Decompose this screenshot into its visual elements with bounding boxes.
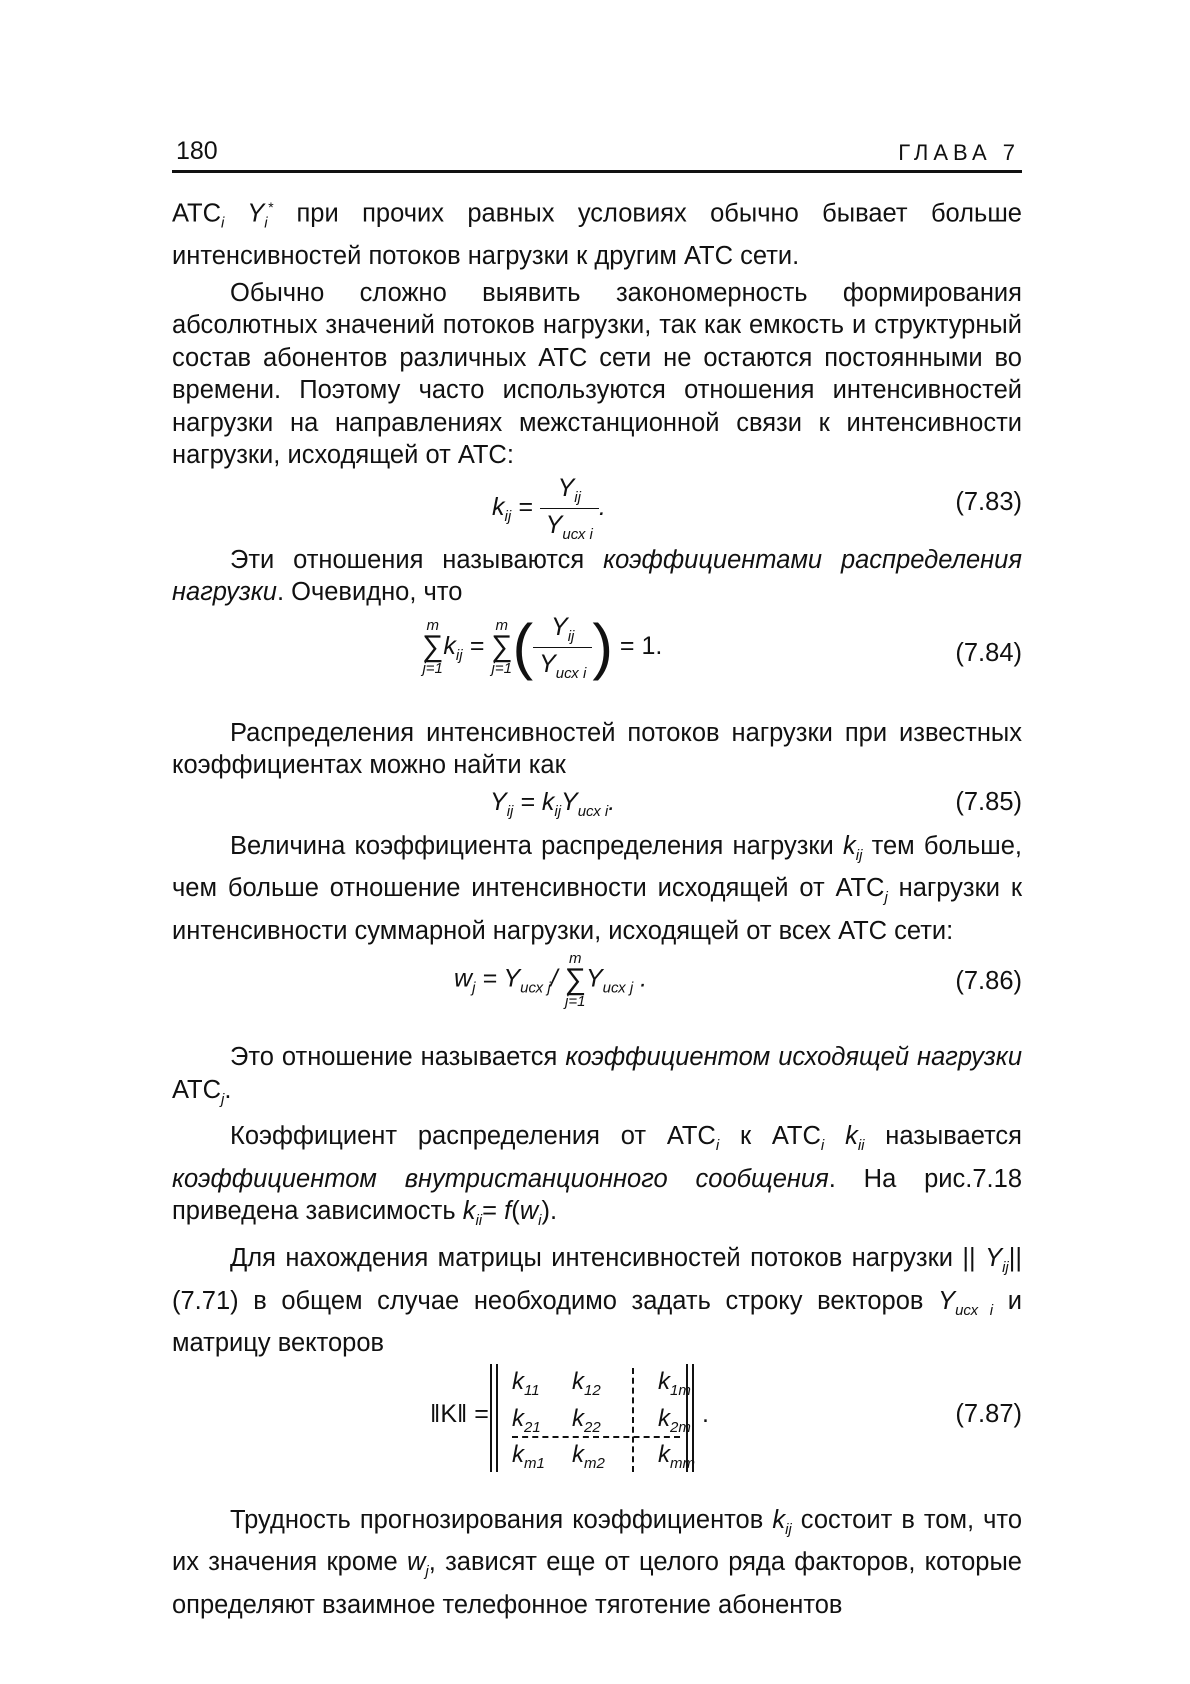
equation-7-87: ‖K‖ = $k_{11}$ $k_{12}$ $k_{1m}$ $k_{21}$ $k_{22}$ $k_{2m}$ $k_{m1}$ $k_{m2}$ $k_{mm}$ . (7.87): [172, 1360, 1022, 1478]
matrix-cell: $k_{1m}$: [658, 1367, 691, 1399]
paragraph-6: Это отношение называется коэффициентом исходящей нагрузки $АТС_j$.: [172, 1043, 1022, 1108]
matrix-dashed-row-divider: [512, 1436, 680, 1438]
page: [172, 137, 1023, 1621]
equation-number: (7.86): [955, 967, 1022, 996]
matrix-cell: [638, 1405, 658, 1436]
equation-number: (7.83): [955, 487, 1022, 516]
equation-7-83: $k_{ij}$ = $\frac{Y_{ij}}{Y_{исх i}}$ . (7.83): [492, 473, 1022, 543]
running-header: [172, 137, 1022, 173]
chapter-title: ГЛАВА 7: [898, 140, 1020, 165]
matrix-cell: [638, 1368, 658, 1399]
matrix-dashed-col-divider: [632, 1368, 634, 1472]
paragraph-8: Для нахождения матрицы интенсивностей потоков нагрузки || $Y_{ij}||$ (7.71) в общем случае необходимо задать строку векторов $Y_{исх i}$ и матрицу векторов: [172, 1244, 1022, 1358]
matrix-cell: [638, 1441, 658, 1472]
matrix-cell: $k_{m1}$: [512, 1441, 545, 1473]
equation-7-85: $Y_{ij} = k_{ij}Y_{исх i}$. (7.85): [490, 787, 1022, 820]
equation-number: (7.84): [955, 638, 1022, 667]
matrix-cell: $k_{m2}$: [572, 1441, 605, 1473]
matrix-right-bar: [686, 1364, 694, 1472]
paragraph-5: Величина коэффициента распределения нагрузки $k_{ij}$ тем больше, чем больше отношение интенсивности исходящей от $АТС_j$ нагрузки к интенсивности суммарной нагрузки, исходящей от всех АТС сети:: [172, 831, 1022, 945]
matrix-cell: $k_{22}$: [572, 1404, 601, 1436]
equation-7-86: $w_j = Y_{исх j}/$ m ∑ j=1 $Y_{исх j}$ . (7.86): [454, 950, 1022, 1011]
paragraph-3: Эти отношения называются коэффициентами распределения нагрузки. Очевидно, что: [172, 545, 1022, 607]
paragraph-7: Коэффициент распределения от $АТС_i$ к $АТС_i$ $k_{ii}$ называется коэффициентом внутристанционного сообщения. На рис.7.18 приведена зависимость $k_{ii}= f(w_i)$.: [172, 1122, 1023, 1230]
paragraph-4: Распределения интенсивностей потоков нагрузки при известных коэффициентах можно найти как: [172, 718, 1022, 780]
matrix-cell: $k_{mm}$: [658, 1441, 695, 1473]
equation-number: (7.87): [955, 1399, 1022, 1428]
matrix-left-bar: [490, 1364, 498, 1472]
matrix-cell: $k_{12}$: [572, 1367, 601, 1399]
matrix-cell: $k_{21}$: [512, 1404, 541, 1436]
equation-number: (7.85): [955, 787, 1022, 816]
paragraph-1: $АТС_i$ $Y_i^*$ при прочих равных условиях обычно бывает больше интенсивностей потоков нагрузки к другим АТС сети.: [172, 199, 1022, 271]
matrix-cell: $k_{2m}$: [658, 1404, 691, 1436]
paragraph-9: Трудность прогнозирования коэффициентов $k_{ij}$ состоит в том, что их значения кроме $w_j$, зависят еще от целого ряда факторов, которые определяют взаимное телефонное тяготение абонентов: [172, 1505, 1022, 1619]
matrix-cell: $k_{11}$: [512, 1367, 540, 1399]
page-number: 180: [176, 137, 218, 165]
matrix-norm-lhs: ‖K‖ =: [430, 1399, 489, 1428]
equation-7-84: m ∑ j=1 $k_{ij}$ = m ∑ j=1 ( $\frac{Y_{ij}}{Y_{исх i}}$ ) = 1. (7.84): [422, 612, 1022, 682]
paragraph-2: Обычно сложно выявить закономерность формирования абсолютных значений потоков нагрузки, так как емкость и структурный состав абонентов различных АТС сети не остаются постоянными во времени. Поэтому часто используются отношения интенсивностей нагрузки на направлениях межстанционной связи к интенсивности нагрузки, исходящей от АТС:: [172, 278, 1022, 470]
